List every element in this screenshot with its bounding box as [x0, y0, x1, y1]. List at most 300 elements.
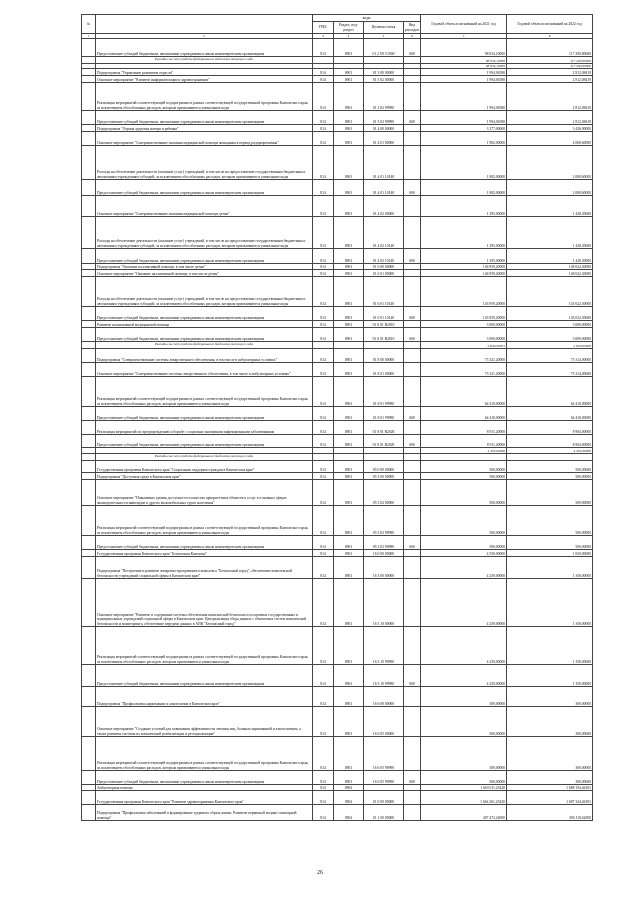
amount-2022: 300,00000 — [507, 707, 593, 737]
table-row — [82, 328, 593, 342]
row-number-cell — [82, 307, 96, 321]
table-row — [82, 407, 593, 421]
amount-2022: 3 000,00000 — [507, 328, 593, 342]
section-cell: 0901 — [334, 737, 364, 771]
amount-2022: 145 022,30000 — [507, 277, 593, 307]
row-number-cell — [82, 39, 96, 57]
description-cell: Реализация мероприятий соответствующей подпрограммы в рамках соответствующей государственной программы Камчатского края, за исключением обособленных расходов, которым присваиваются уникальные коды — [96, 737, 313, 771]
description-cell: Реализация мероприятий соответствующей подпрограммы в рамках соответствующей государственной программы Камчатского края, за исключением обособленных расходов, которым присваиваются уникальные коды — [96, 377, 313, 407]
amount-2021: 8 911,20000 — [421, 435, 507, 448]
amount-2021: 143 959,20000 — [421, 277, 507, 307]
grbs-cell: 814 — [313, 180, 334, 196]
description-cell: Предоставление субсидий бюджетным, автономным учреждениям и иным некоммерческим организациям — [96, 771, 313, 785]
section-cell: 0901 — [334, 363, 364, 377]
section-cell: 0901 — [334, 307, 364, 321]
grbs-cell: 814 — [313, 473, 334, 480]
kind-cell — [404, 321, 421, 328]
table-row — [82, 321, 593, 328]
amount-2021: 500,00000 — [421, 461, 507, 473]
row-number-cell — [82, 196, 96, 217]
column-index: 7 — [421, 34, 507, 39]
target-cell: 01 4 01 10140 — [364, 146, 404, 180]
target-cell: 16 3 10 00000 — [364, 579, 404, 627]
header-target: Целевая статья — [364, 22, 404, 34]
target-cell: 01 4 02 10140 — [364, 249, 404, 264]
kind-cell — [404, 707, 421, 737]
header-description — [96, 15, 313, 34]
kind-cell — [404, 687, 421, 707]
grbs-cell: 814 — [313, 270, 334, 277]
kind-cell — [404, 579, 421, 627]
target-cell: 01 8 01 99990 — [364, 377, 404, 407]
column-index: 6 — [404, 34, 421, 39]
row-number-cell — [82, 506, 96, 536]
target-cell: 01 4 02 10140 — [364, 217, 404, 249]
amount-2022: 64 410,00000 — [507, 407, 593, 421]
row-number-cell — [82, 435, 96, 448]
target-cell: 01 6 01 R2010 — [364, 321, 404, 328]
kind-cell — [404, 342, 421, 349]
amount-2022: 2 812,08419 — [507, 69, 593, 76]
description-cell: Основное мероприятие "Совершенствование оказания медицинской помощи женщинам в период родоразрешения" — [96, 132, 313, 146]
note-text: Расходы за счет средств федерального бюджета текущего года — [96, 454, 313, 461]
row-number-cell — [82, 665, 96, 687]
target-cell: 01 3 02 00000 — [364, 76, 404, 83]
amount-2021: 146 959,20000 — [421, 270, 507, 277]
kind-cell: 600 — [404, 665, 421, 687]
amount-2021: 98 034,10000 — [421, 57, 507, 64]
amount-2021: 1 395,00000 — [421, 196, 507, 217]
description-cell: Предоставление субсидий бюджетным, автономным учреждениям и иным некоммерческим организациям — [96, 665, 313, 687]
section-cell: 0901 — [334, 707, 364, 737]
section-cell: 0901 — [334, 217, 364, 249]
amount-2022: 8 904,00000 — [507, 421, 593, 435]
column-index: 1 — [82, 34, 96, 39]
description-cell: Расходы на обеспечение деятельности (оказание услуг) учреждений, в том числе на предоставление государственным бюджетным и автономным учреждениям субсидий, за исключением обособленных расходов, которым присваиваются уникальные коды — [96, 146, 313, 180]
section-cell: 0901 — [334, 349, 364, 363]
table-row — [82, 536, 593, 550]
grbs-cell: 814 — [313, 665, 334, 687]
header-number: № — [82, 15, 96, 34]
kind-cell — [404, 196, 421, 217]
description-cell: Предоставление субсидий бюджетным, автономным учреждениям и иным некоммерческим организациям — [96, 435, 313, 448]
amount-2022: 2 008,60000 — [507, 180, 593, 196]
section-cell: 0901 — [334, 76, 364, 83]
amount-2022: 145 022,30000 — [507, 307, 593, 321]
description-cell: Предоставление субсидий бюджетным, автономным учреждениям и иным некоммерческим организациям — [96, 536, 313, 550]
amount-2021: 3 000,00000 — [421, 328, 507, 342]
kind-cell — [404, 473, 421, 480]
row-number-cell — [82, 83, 96, 111]
description-cell: Подпрограмма "Профилактика заболеваний и формирование здорового образа жизни. Развитие первичной медико-санитарной помощи" — [96, 805, 313, 821]
grbs-cell: 814 — [313, 687, 334, 707]
table-row — [82, 270, 593, 277]
table-row — [82, 39, 593, 57]
amount-2022: 8 904,00000 — [507, 435, 593, 448]
amount-2022: 1 428,30000 — [507, 196, 593, 217]
kind-cell — [404, 805, 421, 821]
description-cell: Основное мероприятие "Развитие информатизации в здравоохранении" — [96, 76, 313, 83]
table-row — [82, 550, 593, 557]
row-number-cell — [82, 687, 96, 707]
table-row — [82, 687, 593, 707]
description-cell: Предоставление субсидий бюджетным, автономным учреждениям и иным некоммерческим организациям — [96, 407, 313, 421]
section-cell — [334, 57, 364, 64]
section-cell: 0901 — [334, 39, 364, 57]
column-index: 5 — [364, 34, 404, 39]
amount-2021: 500,00000 — [421, 536, 507, 550]
amount-2021: 1 982,00000 — [421, 180, 507, 196]
section-cell: 0901 — [334, 146, 364, 180]
target-cell: 16 3 10 99990 — [364, 627, 404, 665]
target-cell: 01 4 01 10140 — [364, 180, 404, 196]
page-number: 26 — [317, 870, 323, 876]
row-number-cell — [82, 249, 96, 264]
amount-2022: 300,00000 — [507, 771, 593, 785]
amount-2021: 4 250,00000 — [421, 579, 507, 627]
target-cell: 01 3 00 00000 — [364, 69, 404, 76]
section-cell: 0901 — [334, 579, 364, 627]
table-row — [82, 180, 593, 196]
table-body — [82, 39, 593, 821]
amount-2021: 1 994,94580 — [421, 83, 507, 111]
section-cell: 0901 — [334, 435, 364, 448]
row-number-cell — [82, 277, 96, 307]
kind-cell: 600 — [404, 307, 421, 321]
grbs-cell: 814 — [313, 550, 334, 557]
table-row — [82, 627, 593, 665]
description-cell: Государственная программа Камчатского края "Безопасная Камчатка" — [96, 550, 313, 557]
amount-2021: 300,00000 — [421, 771, 507, 785]
amount-2021: 98 034,10000 — [421, 64, 507, 69]
section-cell: 0901 — [334, 132, 364, 146]
row-number-cell — [82, 69, 96, 76]
row-number-cell — [82, 421, 96, 435]
header-section: Раздел, под-раздел — [334, 22, 364, 34]
amount-2021: 98 034,10000 — [421, 39, 507, 57]
target-cell: 05 3 02 99990 — [364, 506, 404, 536]
target-cell: 05 3 02 99990 — [364, 536, 404, 550]
grbs-cell: 814 — [313, 557, 334, 579]
amount-2021: 300,00000 — [421, 707, 507, 737]
description-cell: Основное мероприятие "Создание условий для повышения эффективности лечения лиц, больных наркоманией и алкоголизмом, а также развития системы их комплексной реабилитации и ресоциализации" — [96, 707, 313, 737]
amount-2022: 1 350,00000 — [507, 557, 593, 579]
description-cell: Предоставление субсидий бюджетным, автономным учреждениям и иным некоммерческим организациям — [96, 111, 313, 125]
section-cell: 0901 — [334, 506, 364, 536]
target-cell: 01 4 02 00000 — [364, 196, 404, 217]
table-row — [82, 83, 593, 111]
grbs-cell: 814 — [313, 707, 334, 737]
header-volume-2021: Годовой объем ассигнований на 2021 год — [421, 15, 507, 34]
row-number-cell — [82, 377, 96, 407]
target-cell: 16 6 00 00000 — [364, 687, 404, 707]
description-cell: Подпрограмма "Профилактика наркомании и алкоголизма в Камчатском крае" — [96, 687, 313, 707]
note-row — [82, 342, 593, 349]
grbs-cell: 814 — [313, 307, 334, 321]
kind-cell: 600 — [404, 536, 421, 550]
row-number-cell — [82, 342, 96, 349]
target-cell: 16 0 00 00000 — [364, 550, 404, 557]
amount-2022: 117 290,80000 — [507, 64, 593, 69]
description-cell: Реализация мероприятий по предупреждению и борьбе с социально значимыми инфекционными заболеваниями — [96, 421, 313, 435]
description-cell: Подпрограмма "Построение и развитие аппаратно-программного комплекса "Безопасный город", обеспечение комплексной безопасности учреждений социальной сферы в Камчатском крае" — [96, 557, 313, 579]
header-volume-2022: Годовой объем ассигнований на 2022 год — [507, 15, 593, 34]
amount-2022: 300,00000 — [507, 737, 593, 771]
amount-2021: 143 959,20000 — [421, 307, 507, 321]
kind-cell — [404, 454, 421, 461]
kind-cell — [404, 76, 421, 83]
kind-cell — [404, 83, 421, 111]
target-cell: 01 2 N3 51900 — [364, 39, 404, 57]
note-text: Расходы за счет средств федерального бюджета текущего года — [96, 342, 313, 349]
kind-cell — [404, 506, 421, 536]
row-number-cell — [82, 737, 96, 771]
target-cell: 05 3 00 00000 — [364, 473, 404, 480]
amount-2021: 300,00000 — [421, 737, 507, 771]
section-cell: 0901 — [334, 249, 364, 264]
amount-2022: 2 008,60000 — [507, 146, 593, 180]
row-number-cell — [82, 461, 96, 473]
section-cell: 0902 — [334, 785, 364, 791]
target-cell: 01 1 00 00000 — [364, 805, 404, 821]
amount-2022: 500,00000 — [507, 473, 593, 480]
section-cell: 0901 — [334, 277, 364, 307]
section-cell: 0901 — [334, 550, 364, 557]
amount-2022: 2 812,08419 — [507, 111, 593, 125]
description-cell: Предоставление субсидий бюджетным, автономным учреждениям и иным некоммерческим организациям — [96, 39, 313, 57]
section-cell: 0901 — [334, 83, 364, 111]
description-cell: Расходы на обеспечение деятельности (оказание услуг) учреждений, в том числе на предоставление государственным бюджетным и автономным учреждениям субсидий, за исключением обособленных расходов, которым присваиваются уникальные коды — [96, 217, 313, 249]
row-number-cell — [82, 57, 96, 64]
table-row — [82, 349, 593, 363]
target-cell: 16 6 05 00000 — [364, 707, 404, 737]
grbs-cell: 814 — [313, 627, 334, 665]
kind-cell — [404, 277, 421, 307]
table-row — [82, 217, 593, 249]
grbs-cell: 814 — [313, 461, 334, 473]
amount-2022: 1 350,00000 — [507, 665, 593, 687]
row-number-cell — [82, 180, 96, 196]
kind-cell: 600 — [404, 435, 421, 448]
row-number-cell — [82, 707, 96, 737]
section-cell: 0901 — [334, 407, 364, 421]
amount-2021 — [421, 454, 507, 461]
amount-2021: 1 994,94580 — [421, 76, 507, 83]
section-cell: 0901 — [334, 665, 364, 687]
table-row — [82, 557, 593, 579]
table-row — [82, 111, 593, 125]
row-number-cell — [82, 627, 96, 665]
amount-2022: 148 022,30000 — [507, 264, 593, 270]
row-number-cell — [82, 321, 96, 328]
table-row — [82, 363, 593, 377]
grbs-cell: 814 — [313, 791, 334, 805]
grbs-cell: 814 — [313, 737, 334, 771]
target-cell: 01 8 00 00000 — [364, 349, 404, 363]
description-cell: Подпрограмма "Управление развитием отрасли" — [96, 69, 313, 76]
row-number-cell — [82, 363, 96, 377]
table-row — [82, 277, 593, 307]
grbs-cell: 814 — [313, 328, 334, 342]
grbs-cell: 814 — [313, 249, 334, 264]
amount-2022: 300,00000 — [507, 687, 593, 707]
section-cell: 0902 — [334, 791, 364, 805]
amount-2021: 4 250,00000 — [421, 557, 507, 579]
description-cell: Реализация мероприятий соответствующей подпрограммы в рамках соответствующей государственной программы Камчатского края, за исключением обособленных расходов, которым присваиваются уникальные коды — [96, 83, 313, 111]
amount-2021: 500,00000 — [421, 480, 507, 506]
amount-2021: 1 664 261,25420 — [421, 791, 507, 805]
section-cell — [334, 342, 364, 349]
amount-2021: 146 959,20000 — [421, 264, 507, 270]
table-row — [82, 506, 593, 536]
amount-2022: 500,00000 — [507, 536, 593, 550]
grbs-cell — [313, 454, 334, 461]
kind-cell — [404, 461, 421, 473]
table-row — [82, 473, 593, 480]
grbs-cell: 814 — [313, 349, 334, 363]
section-cell: 0901 — [334, 69, 364, 76]
row-number-cell — [82, 791, 96, 805]
table-row — [82, 125, 593, 132]
target-cell: 05 3 02 00000 — [364, 480, 404, 506]
amount-2022: 394 118,62000 — [507, 805, 593, 821]
column-index: 4 — [334, 34, 364, 39]
target-cell: 01 4 01 00000 — [364, 132, 404, 146]
amount-2021: 2 849,99951 — [421, 342, 507, 349]
target-cell — [364, 342, 404, 349]
description-cell: Подпрограмма "Оказание паллиативной помощи, в том числе детям" — [96, 264, 313, 270]
grbs-cell: 814 — [313, 125, 334, 132]
header-grbs: ГРБС — [313, 22, 334, 34]
amount-2021: 64 410,00000 — [421, 407, 507, 421]
row-number-cell — [82, 407, 96, 421]
description-cell: Основное мероприятие "Развитие и содержание системы обеспечения комплексной безопасности и краевых государственных и муниципальных учреждений социальной сферы в Камчатском крае. Централизация сбора данных с объектовых систем комплексной безопасности и мониторинга, обеспечение передачи данных в АПК "Безопасный город" — [96, 579, 313, 627]
table-row — [82, 146, 593, 180]
amount-2022: 500,00000 — [507, 480, 593, 506]
note-row — [82, 454, 593, 461]
kind-cell: 600 — [404, 328, 421, 342]
amount-2022: 73 314,00000 — [507, 349, 593, 363]
section-cell: 0901 — [334, 111, 364, 125]
amount-2021: 4 550,00000 — [421, 550, 507, 557]
amount-2022: 4 452,00000 — [507, 448, 593, 454]
amount-2021: 1 982,00000 — [421, 132, 507, 146]
row-number-cell — [82, 270, 96, 277]
table-row — [82, 421, 593, 435]
amount-2022: 500,00000 — [507, 461, 593, 473]
table-row — [82, 579, 593, 627]
amount-2021: 4 250,00000 — [421, 627, 507, 665]
note-row — [82, 57, 593, 64]
table-row — [82, 461, 593, 473]
amount-2022: 73 314,00000 — [507, 363, 593, 377]
amount-2021: 500,00000 — [421, 473, 507, 480]
grbs-cell: 814 — [313, 277, 334, 307]
amount-2021: 300,00000 — [421, 687, 507, 707]
grbs-cell: 814 — [313, 785, 334, 791]
description-cell: Подпрограмма "Доступная среда в Камчатском крае" — [96, 473, 313, 480]
target-cell: 01 0 00 00000 — [364, 791, 404, 805]
amount-2022: 2 850,00000 — [507, 342, 593, 349]
description-cell: Подпрограмма "Охрана здоровья матери и ребенка" — [96, 125, 313, 132]
amount-2022: 2 812,08419 — [507, 83, 593, 111]
note-text: Расходы за счет средств федерального бюджета текущего года — [96, 57, 313, 64]
target-cell: 01 6 01 10140 — [364, 307, 404, 321]
kind-cell: 600 — [404, 771, 421, 785]
description-cell: Основное мероприятие "Совершенствование оказания медицинской помощи детям" — [96, 196, 313, 217]
section-cell: 0901 — [334, 377, 364, 407]
kind-cell — [404, 791, 421, 805]
column-index: 8 — [507, 34, 593, 39]
description-cell: Предоставление субсидий бюджетным, автономным учреждениям и иным некоммерческим организациям — [96, 180, 313, 196]
kind-cell: 600 — [404, 249, 421, 264]
amount-2022: 3 436,90000 — [507, 125, 593, 132]
amount-2021: 73 321,20000 — [421, 363, 507, 377]
row-number-cell — [82, 771, 96, 785]
amount-2022: 1 688 194,46181 — [507, 785, 593, 791]
column-index: 3 — [313, 34, 334, 39]
section-cell: 0901 — [334, 196, 364, 217]
grbs-cell: 814 — [313, 435, 334, 448]
amount-2021: 407 472,24000 — [421, 805, 507, 821]
amount-2021: 4 250,00000 — [421, 665, 507, 687]
kind-cell — [404, 363, 421, 377]
row-number-cell — [82, 473, 96, 480]
amount-2021: 64 410,00000 — [421, 377, 507, 407]
target-cell: 01 3 02 99990 — [364, 111, 404, 125]
amount-2022: 1 650,00000 — [507, 550, 593, 557]
target-cell: 01 8 01 99990 — [364, 407, 404, 421]
target-cell: 01 8 01 R2020 — [364, 421, 404, 435]
target-cell — [364, 57, 404, 64]
grbs-cell: 814 — [313, 111, 334, 125]
row-number-cell — [82, 328, 96, 342]
table-row — [82, 707, 593, 737]
target-cell: 05 0 00 00000 — [364, 461, 404, 473]
grbs-cell: 814 — [313, 363, 334, 377]
target-cell: 01 6 00 00000 — [364, 264, 404, 270]
grbs-cell: 814 — [313, 771, 334, 785]
row-number-cell — [82, 557, 96, 579]
kind-cell: 600 — [404, 111, 421, 125]
budget-table — [81, 14, 593, 821]
grbs-cell: 814 — [313, 146, 334, 180]
row-number-cell — [82, 76, 96, 83]
target-cell: 01 8 01 00000 — [364, 363, 404, 377]
kind-cell — [404, 737, 421, 771]
description-cell: Предоставление субсидий бюджетным, автономным учреждениям и иным некоммерческим организациям — [96, 307, 313, 321]
kind-cell: 600 — [404, 39, 421, 57]
target-cell: 01 6 01 R2010 — [364, 328, 404, 342]
description-cell: Расходы на обеспечение деятельности (оказание услуг) учреждений, в том числе на предоставление государственным бюджетным и автономным учреждениям субсидий, за исключением обособленных расходов, которым присваиваются уникальные коды — [96, 277, 313, 307]
kind-cell — [404, 270, 421, 277]
section-cell: 0901 — [334, 480, 364, 506]
amount-2022: 1 350,00000 — [507, 579, 593, 627]
amount-2021: 1 663 011,25420 — [421, 785, 507, 791]
row-number-cell — [82, 579, 96, 627]
amount-2021: 1 395,00000 — [421, 217, 507, 249]
section-cell: 0901 — [334, 461, 364, 473]
row-number-cell — [82, 146, 96, 180]
row-number-cell — [82, 111, 96, 125]
amount-2022: 148 022,30000 — [507, 270, 593, 277]
amount-2022: 64 410,00000 — [507, 377, 593, 407]
grbs-cell: 814 — [313, 421, 334, 435]
target-cell: 16 6 05 99990 — [364, 771, 404, 785]
grbs-cell: 814 — [313, 196, 334, 217]
amount-2022: 2 812,08419 — [507, 76, 593, 83]
section-cell: 0901 — [334, 557, 364, 579]
